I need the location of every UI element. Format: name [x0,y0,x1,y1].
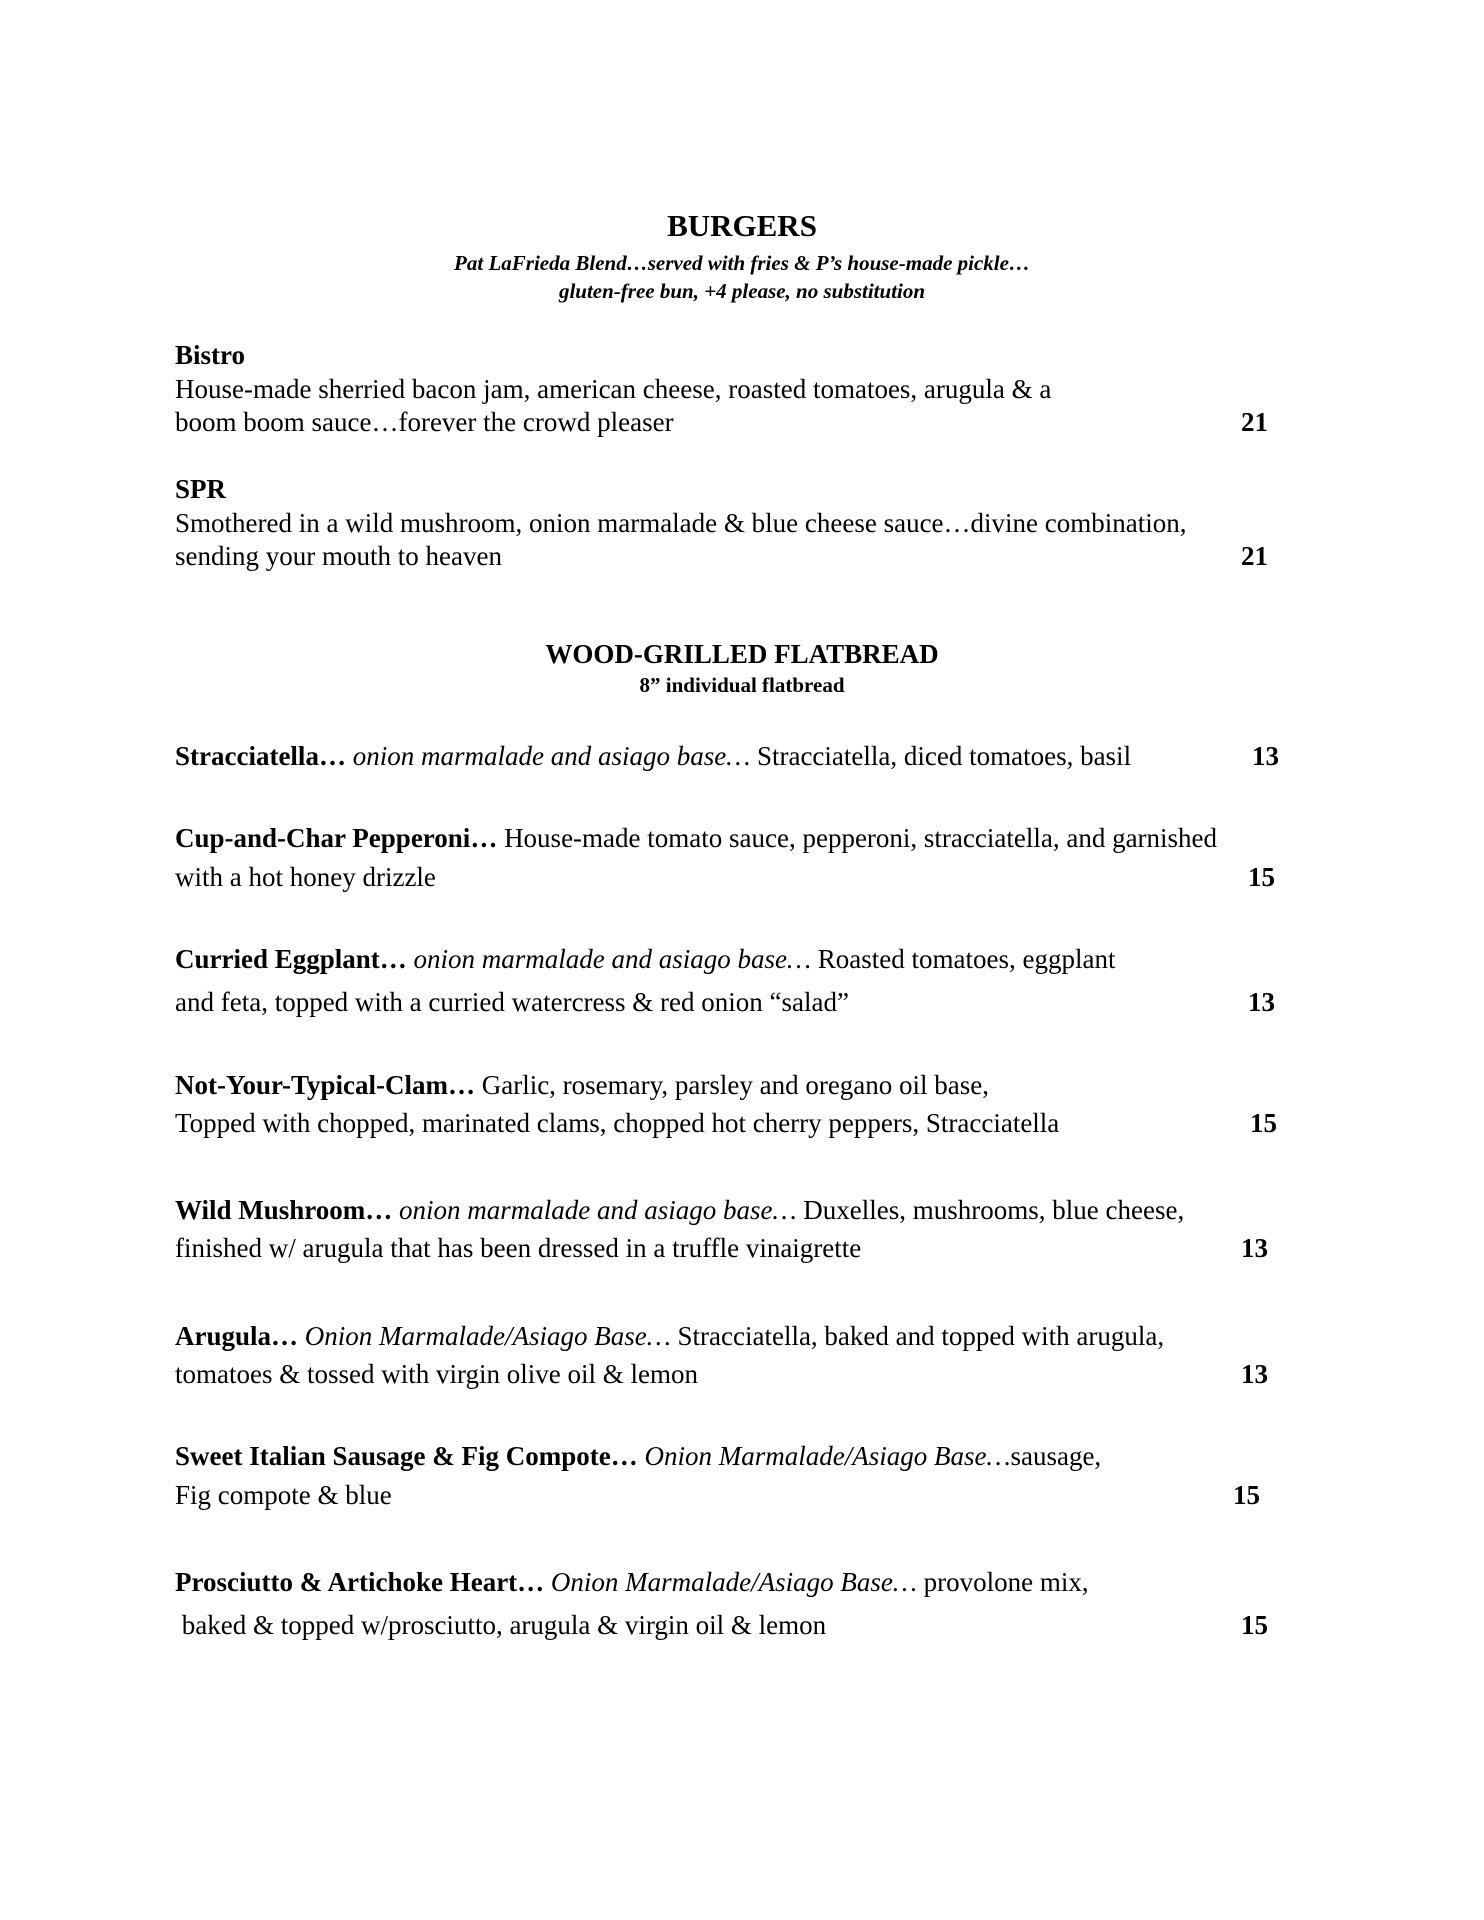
flatbread-title: WOOD-GRILLED FLATBREAD [545,639,939,669]
flatbread-item-description: House-made tomato sauce, pepperoni, stracciatella, and garnished [504,823,1218,853]
flatbread-item-description: with a hot honey drizzle [175,862,436,892]
flatbread-item-description: finished w/ arugula that has been dressed in a truffle vinaigrette [175,1233,862,1263]
flatbread-item-description: Duxelles, mushrooms, blue cheese, [796,1195,1185,1225]
flatbread-subtitle: 8” individual flatbread [639,673,845,697]
flatbread-item-name: Cup-and-Char Pepperoni… [175,823,505,853]
flatbread-item-price: 13 [1241,1233,1268,1263]
flatbread-item-base: onion marmalade and asiago base… [399,1195,797,1225]
flatbread-item-name: Sweet Italian Sausage & Fig Compote… [175,1441,645,1471]
flatbread-item-price: 13 [1252,741,1279,771]
flatbread-item-description: Fig compote & blue [175,1480,392,1510]
flatbread-item-price: 13 [1241,1359,1268,1389]
flatbread-item-base: Onion Marmalade/Asiago Base… [550,1567,917,1597]
burgers-subtitle-line1: Pat LaFrieda Blend…served with fries & P’s house-made pickle… [454,251,1030,275]
flatbread-item-name: Stracciatella… [175,741,353,771]
flatbread-item-description: Garlic, rosemary, parsley and oregano oil base, [481,1070,990,1100]
flatbread-item-price: 15 [1233,1480,1260,1510]
flatbread-item-line [175,1069,989,1101]
flatbread-item-base: onion marmalade and asiago base… [352,741,751,771]
burgers-subtitle-line2: gluten-free bun, +4 please, no substitution [558,279,926,303]
burgers-subtitle [0,249,1484,305]
flatbread-item-base: onion marmalade and asiago base… [413,944,812,974]
flatbread-item-name: Curried Eggplant… [175,944,414,974]
flatbread-item-price: 13 [1248,987,1275,1017]
flatbread-item-line [175,1566,1089,1598]
burger-item-description: sending your mouth to heaven [175,541,502,571]
burger-item-description: boom boom sauce…forever the crowd pleaser [175,407,674,437]
burger-item-price: 21 [1241,541,1268,571]
flatbread-item-name: Arugula… [175,1321,305,1351]
flatbread-item-line [175,822,1217,854]
burger-item-name: SPR [175,474,227,504]
flatbread-item-description: baked & topped w/prosciutto, arugula & virgin oil & lemon [175,1610,827,1640]
flatbread-item-description: Stracciatella, diced tomatoes, basil [750,741,1132,771]
flatbread-item-line [175,1320,1164,1352]
flatbread-item-line [175,1440,1101,1472]
flatbread-item-description: sausage, [1010,1441,1102,1471]
flatbread-item-description: Topped with chopped, marinated clams, chopped hot cherry peppers, Stracciatella [175,1108,1060,1138]
flatbread-item-description: Stracciatella, baked and topped with arugula, [670,1321,1165,1351]
burger-item-description: Smothered in a wild mushroom, onion marmalade & blue cheese sauce…divine combination, [175,508,1187,538]
burgers-title: BURGERS [667,208,817,243]
burger-item-description: House-made sherried bacon jam, american cheese, roasted tomatoes, arugula & a [175,374,1052,404]
flatbread-item-description: Roasted tomatoes, eggplant [811,944,1116,974]
flatbread-item-line [175,740,1131,772]
flatbread-item-description: provolone mix, [916,1567,1089,1597]
flatbread-item-line [175,1194,1184,1226]
flatbread-item-base: Onion Marmalade/Asiago Base… [304,1321,671,1351]
flatbread-item-price: 15 [1250,1108,1277,1138]
flatbread-item-price: 15 [1241,1610,1268,1640]
burger-item-name: Bistro [175,340,246,370]
flatbread-item-base: Onion Marmalade/Asiago Base… [644,1441,1011,1471]
flatbread-item-name: Prosciutto & Artichoke Heart… [175,1567,551,1597]
flatbread-item-name: Wild Mushroom… [175,1195,400,1225]
flatbread-item-description: tomatoes & tossed with virgin olive oil & lemon [175,1359,698,1389]
flatbread-item-line [175,943,1115,975]
flatbread-item-name: Not-Your-Typical-Clam… [175,1070,482,1100]
flatbread-item-price: 15 [1248,862,1275,892]
flatbread-item-description: and feta, topped with a curried watercress & red onion “salad” [175,987,849,1017]
burger-item-price: 21 [1241,407,1268,437]
